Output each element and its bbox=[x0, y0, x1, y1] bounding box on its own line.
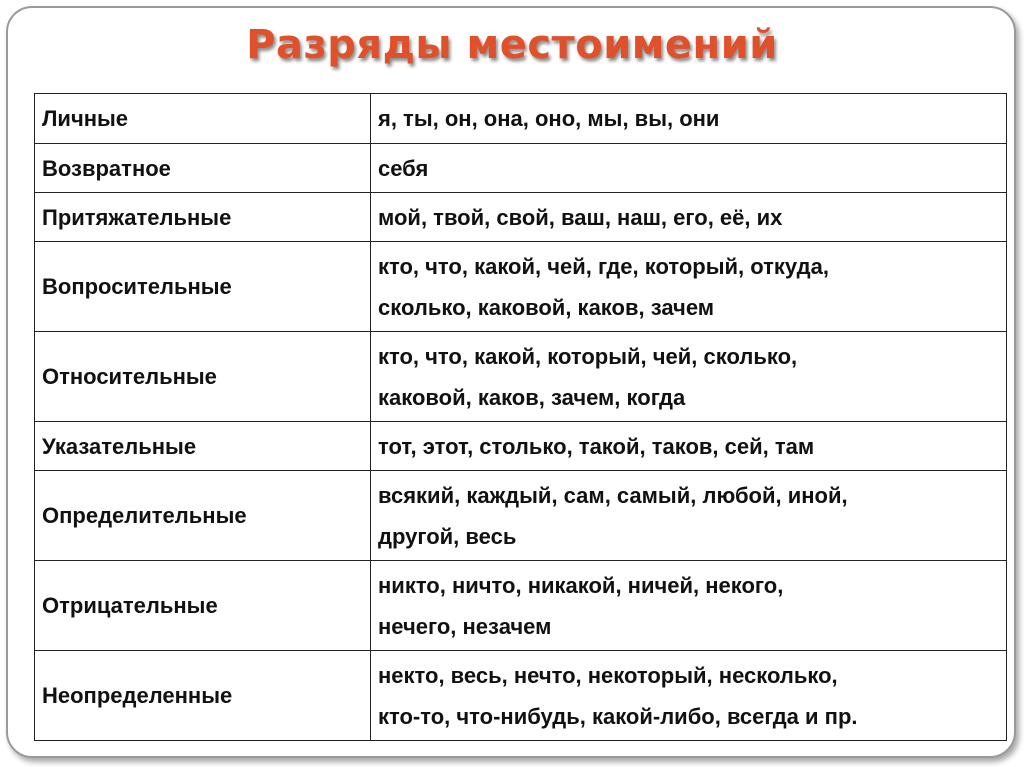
table-row bbox=[35, 422, 1007, 471]
examples-line: кто, что, какой, чей, где, который, откуда, bbox=[378, 253, 829, 279]
table-row bbox=[35, 561, 1007, 651]
examples-line: кто-то, что-нибудь, какой-либо, всегда и пр. bbox=[378, 703, 858, 729]
category-cell: Возвратное bbox=[35, 144, 371, 193]
examples-line: каковой, каков, зачем, когда bbox=[378, 384, 686, 410]
table-row bbox=[35, 332, 1007, 422]
table-row bbox=[35, 193, 1007, 242]
examples-cell bbox=[371, 471, 1007, 561]
examples-line: нечего, незачем bbox=[378, 613, 552, 639]
pronoun-table bbox=[34, 93, 1007, 741]
examples-line: я, ты, он, она, оно, мы, вы, они bbox=[378, 106, 720, 131]
category-cell: Личные bbox=[35, 94, 371, 144]
category-cell: Неопределенные bbox=[35, 651, 371, 741]
examples-line: никто, ничто, никакой, ничей, некого, bbox=[378, 572, 784, 598]
table-row bbox=[35, 651, 1007, 741]
category-cell: Указательные bbox=[35, 422, 371, 471]
table-row bbox=[35, 242, 1007, 332]
examples-cell bbox=[371, 144, 1007, 193]
examples-line: тот, этот, столько, такой, таков, сей, там bbox=[378, 433, 815, 459]
table-row bbox=[35, 144, 1007, 193]
examples-line: себя bbox=[378, 155, 429, 181]
examples-line: кто, что, какой, который, чей, сколько, bbox=[378, 343, 798, 369]
examples-cell bbox=[371, 332, 1007, 422]
examples-line: другой, весь bbox=[378, 523, 517, 549]
slide-title: Разряды местоимений bbox=[246, 22, 778, 68]
table-row bbox=[35, 94, 1007, 144]
category-cell: Определительные bbox=[35, 471, 371, 561]
examples-cell bbox=[371, 561, 1007, 651]
examples-line: всякий, каждый, сам, самый, любой, иной, bbox=[378, 482, 848, 508]
examples-cell bbox=[371, 422, 1007, 471]
examples-line: некто, весь, нечто, некоторый, несколько, bbox=[378, 662, 838, 688]
examples-cell bbox=[371, 651, 1007, 741]
category-cell: Притяжательные bbox=[35, 193, 371, 242]
examples-cell bbox=[371, 193, 1007, 242]
category-cell: Относительные bbox=[35, 332, 371, 422]
category-cell: Вопросительные bbox=[35, 242, 371, 332]
examples-cell bbox=[371, 94, 1007, 144]
table-row bbox=[35, 471, 1007, 561]
examples-cell bbox=[371, 242, 1007, 332]
examples-line: сколько, каковой, каков, зачем bbox=[378, 294, 715, 320]
examples-line: мой, твой, свой, ваш, наш, его, её, их bbox=[378, 204, 783, 230]
category-cell: Отрицательные bbox=[35, 561, 371, 651]
